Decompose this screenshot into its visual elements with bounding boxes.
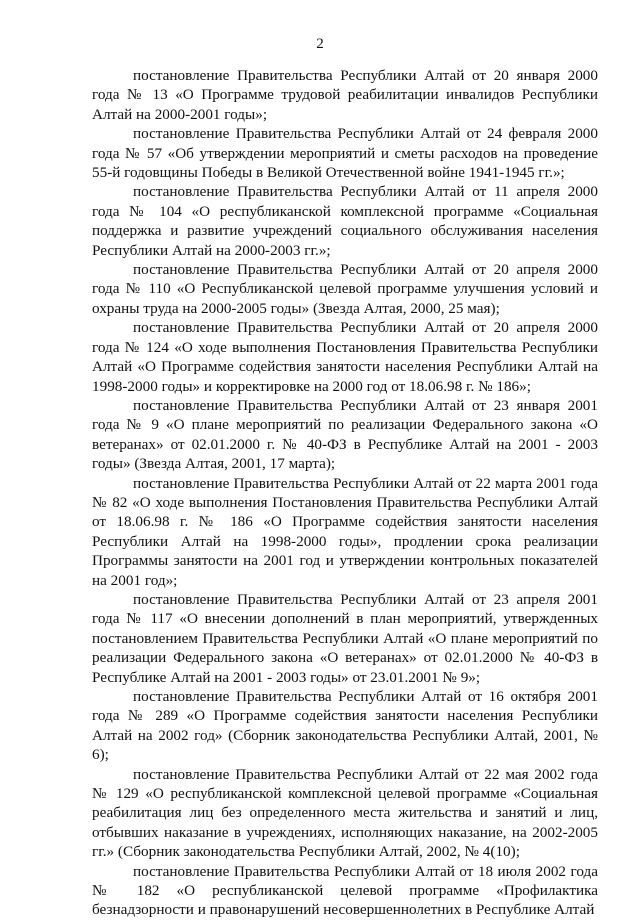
- list-item: постановление Правительства Республики Алтай от 23 апреля 2001 года № 117 «О внесении дополнений в план мероприятий, утвержденных постановлением Правительства Республики Алтай «О плане мероприятий по реализации Федерального закона «О ветеранах» от 02.01.2000 № 40-ФЗ в Республике Алтай на 2001 - 2003 годы» от 23.01.2001 № 9»;: [92, 590, 598, 686]
- list-item: постановление Правительства Республики Алтай от 20 апреля 2000 года № 110 «О Республиканской целевой программе улучшения условий и охраны труда на 2000-2005 годы» (Звезда Алтая, 2000, 25 мая);: [92, 261, 598, 317]
- document-body: [92, 66, 598, 920]
- list-item: постановление Правительства Республики Алтай от 18 июля 2002 года № 182 «О республиканской целевой программе «Профилактика безнадзорности и правонарушений несовершеннолетних в Республике Алтай: [92, 862, 598, 919]
- page-number: 2: [316, 36, 324, 52]
- list-item: постановление Правительства Республики Алтай от 22 марта 2001 года № 82 «О ходе выполнения Постановления Правительства Республики Алтай от 18.06.98 г. № 186 «О Программе содействия занятости населения Республики Алтай на 1998-2000 годы», продлении срока реализации Программы занятости на 2001 год и утверждении контрольных показателей на 2001 год»;: [92, 474, 598, 589]
- list-item: постановление Правительства Республики Алтай от 24 февраля 2000 года № 57 «Об утверждении мероприятий и сметы расходов на проведение 55-й годовщины Победы в Великой Отечественной войне 1941-1945 гг.»;: [92, 125, 598, 182]
- list-item: постановление Правительства Республики Алтай от 20 апреля 2000 года № 124 «О ходе выполнения Постановления Правительства Республики Алтай «О Программе содействия занятости населения Республики Алтай на 1998-2000 годы» и корректировке на 2000 год от 18.06.98 г. № 186»;: [92, 319, 598, 395]
- list-item: постановление Правительства Республики Алтай от 23 января 2001 года № 9 «О плане мероприятий по реализации Федерального закона «О ветеранах» от 02.01.2000 г. № 40-ФЗ в Республике Алтай на 2001 - 2003 годы» (Звезда Алтая, 2001, 17 марта);: [92, 396, 598, 473]
- list-item: постановление Правительства Республики Алтай от 22 мая 2002 года № 129 «О республиканской комплексной целевой программе «Социальная реабилитация лиц без определенного места жительства и занятий и лиц, отбывших наказание в учреждениях, исполняющих наказание, на 2002-2005 гг.» (Сборник законодательства Республики Алтай, 2002, № 4(10);: [92, 765, 598, 861]
- list-item: постановление Правительства Республики Алтай от 16 октября 2001 года № 289 «О Программе содействия занятости населения Республики Алтай на 2002 год» (Сборник законодательства Республики Алтай, 2001, № 6);: [92, 688, 598, 764]
- list-item: постановление Правительства Республики Алтай от 20 января 2000 года № 13 «О Программе трудовой реабилитации инвалидов Республики Алтай на 2000-2001 годы»;: [92, 67, 598, 123]
- list-item: постановление Правительства Республики Алтай от 11 апреля 2000 года № 104 «О республиканской комплексной программе «Социальная поддержка и развитие учреждений социального обслуживания населения Республики Алтай на 2000-2003 гг.»;: [92, 183, 598, 259]
